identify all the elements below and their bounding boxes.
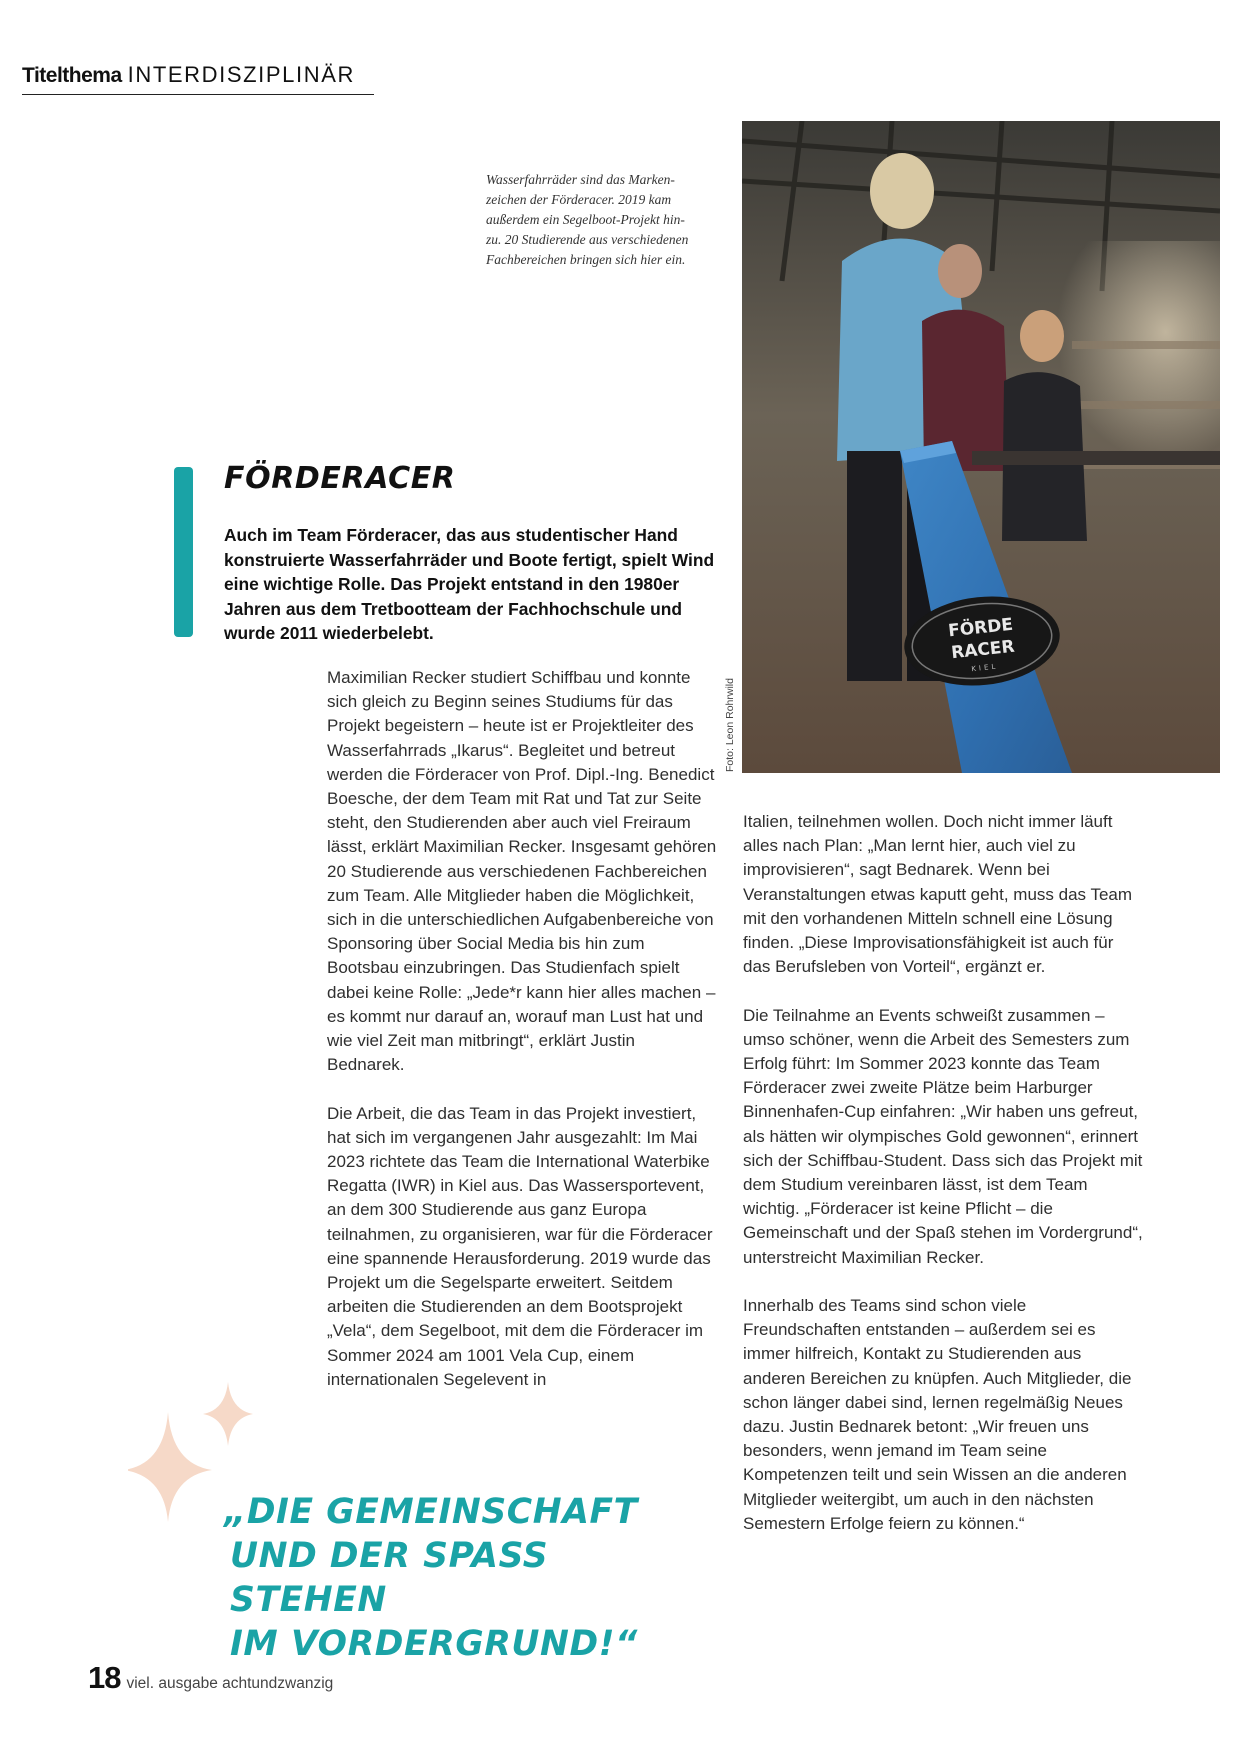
article-heading: FÖRDERACER — [224, 461, 456, 496]
pull-quote-line: „DIE GEMEINSCHAFT — [224, 1492, 638, 1532]
logo-text-racer: RACER — [950, 636, 1016, 664]
body-paragraph: Italien, teilnehmen wollen. Doch nicht immer läuft alles nach Plan: „Man lernt hier, auch viel zu improvisieren“, sagt Bednarek. Wenn bei Veranstaltungen etwas kaputt geht, muss das Team mit den vorhandenen Mitteln schnell eine Lösung finden. „Diese Improvisationsfähigkeit ist auch für das Berufsleben von Vorteil“, ergänzt er. — [743, 812, 1133, 977]
team-photo — [742, 121, 1220, 773]
page-number: 18 — [88, 1660, 121, 1695]
right-column — [743, 810, 1143, 1536]
section-topic: INTERDISZIPLINÄR — [127, 62, 355, 87]
caption-line: zeichen der Förderacer. 2019 kam — [486, 192, 672, 207]
section-header — [22, 62, 374, 95]
article-lead: Auch im Team Förderacer, das aus studentischer Hand konstruierte Wasserfahrräder und Boote fertigt, spielt Wind eine wichtige Rolle. Das Projekt entstand in den 1980er Jahren aus dem Tretbootteam der Fachhochschule und wurde 2011 wiederbelebt. — [224, 525, 715, 643]
page-footer — [88, 1660, 333, 1696]
section-kicker: Titelthema — [22, 64, 122, 87]
photo-credit: Foto: Leon Rohrwild — [724, 678, 736, 772]
left-column — [327, 666, 717, 1392]
caption-line: zu. 20 Studierende aus verschiedenen — [486, 232, 689, 247]
caption-line: außerdem ein Segelboot-Projekt hin- — [486, 212, 685, 227]
body-paragraph: Maximilian Recker studiert Schiffbau und konnte sich gleich zu Beginn seines Studiums für das Projekt begeistern – heute ist er Projektleiter des Wasserfahrrads „Ikarus“. Begleitet und betreut werden die Förderacer von Prof. Dipl.-Ing. Benedict Boesche, der dem Team mit Rat und Tat zur Seite steht, den Studierenden aber auch viel Freiraum lässt, erklärt Maximilian Recker. Insgesamt gehören 20 Studierende aus verschiedenen Fachbereichen zum Team. Alle Mitglieder haben die Möglichkeit, sich in die unterschiedlichen Aufgabenbereiche von Sponsoring über Social Media bis hin zum Bootsbau einzubringen. Das Studienfach spielt dabei keine Rolle: „Jede*r kann hier alles machen – es kommt nur darauf an, worauf man Lust hat und wie viel Zeit man mitbringt“, erklärt Justin Bednarek. — [327, 668, 717, 1075]
publication-name: viel. ausgabe achtundzwanzig — [126, 1675, 334, 1692]
body-paragraph: Innerhalb des Teams sind schon viele Freundschaften entstanden – außerdem sei es immer hilfreich, Kontakt zu Studierenden aus anderen Bereichen zu knüpfen. Auch Mitglieder, die schon länger dabei sind, lernen regelmäßig Neues dazu. Justin Bednarek betont: „Wir freuen uns besonders, wenn jemand im Team seine Kompetenzen teilt und sein Wissen an die anderen Mitglieder weitergibt, um auch in den nächsten Semestern Erfolge feiern zu können.“ — [743, 1296, 1132, 1533]
logo-text-foerde: FÖRDE — [947, 614, 1014, 642]
body-paragraph: Die Arbeit, die das Team in das Projekt investiert, hat sich im vergangenen Jahr ausgezahlt: Im Mai 2023 richtete das Team die International Waterbike Regatta (IWR) in Kiel aus. Das Wassersportevent, an dem 300 Studierende aus ganz Europa teilnahmen, zu organisieren, war für die Förderacer eine spannende Herausforderung. 2019 wurde das Projekt um die Segelsparte erweitert. Seitdem arbeiten die Studierenden an dem Bootsprojekt „Vela“, dem Segelboot, mit dem die Förderacer im Sommer 2024 am 1001 Vela Cup, einem internationalen Segelevent in — [327, 1103, 713, 1389]
caption-line: Fachbereichen bringen sich hier ein. — [486, 252, 686, 267]
pull-quote-line: IM VORDERGRUND!“ — [230, 1624, 638, 1664]
pull-quote — [224, 1490, 704, 1666]
workshop-illustration — [742, 121, 1220, 773]
photo-caption — [486, 170, 722, 270]
caption-line: Wasserfahrräder sind das Marken- — [486, 172, 675, 187]
accent-bar — [174, 467, 193, 637]
logo-text-kiel: KIEL — [970, 662, 999, 674]
body-paragraph: Die Teilnahme an Events schweißt zusammen – umso schöner, wenn die Arbeit des Semesters zum Erfolg führt: Im Sommer 2023 konnte das Team Förderacer zwei zweite Plätze beim Harburger Binnenhafen-Cup einfahren: „Wir haben uns gefreut, als hätten wir olympisches Gold gewonnen“, erinnert sich der Schiffbau-Student. Dass sich das Projekt mit dem Studium vereinbaren lässt, ist dem Team wichtig. „Förderacer ist keine Pflicht – die Gemeinschaft und der Spaß stehen im Vordergrund“, unterstreicht Maximilian Recker. — [743, 1005, 1143, 1267]
pull-quote-line: UND DER SPASS STEHEN — [230, 1536, 549, 1620]
